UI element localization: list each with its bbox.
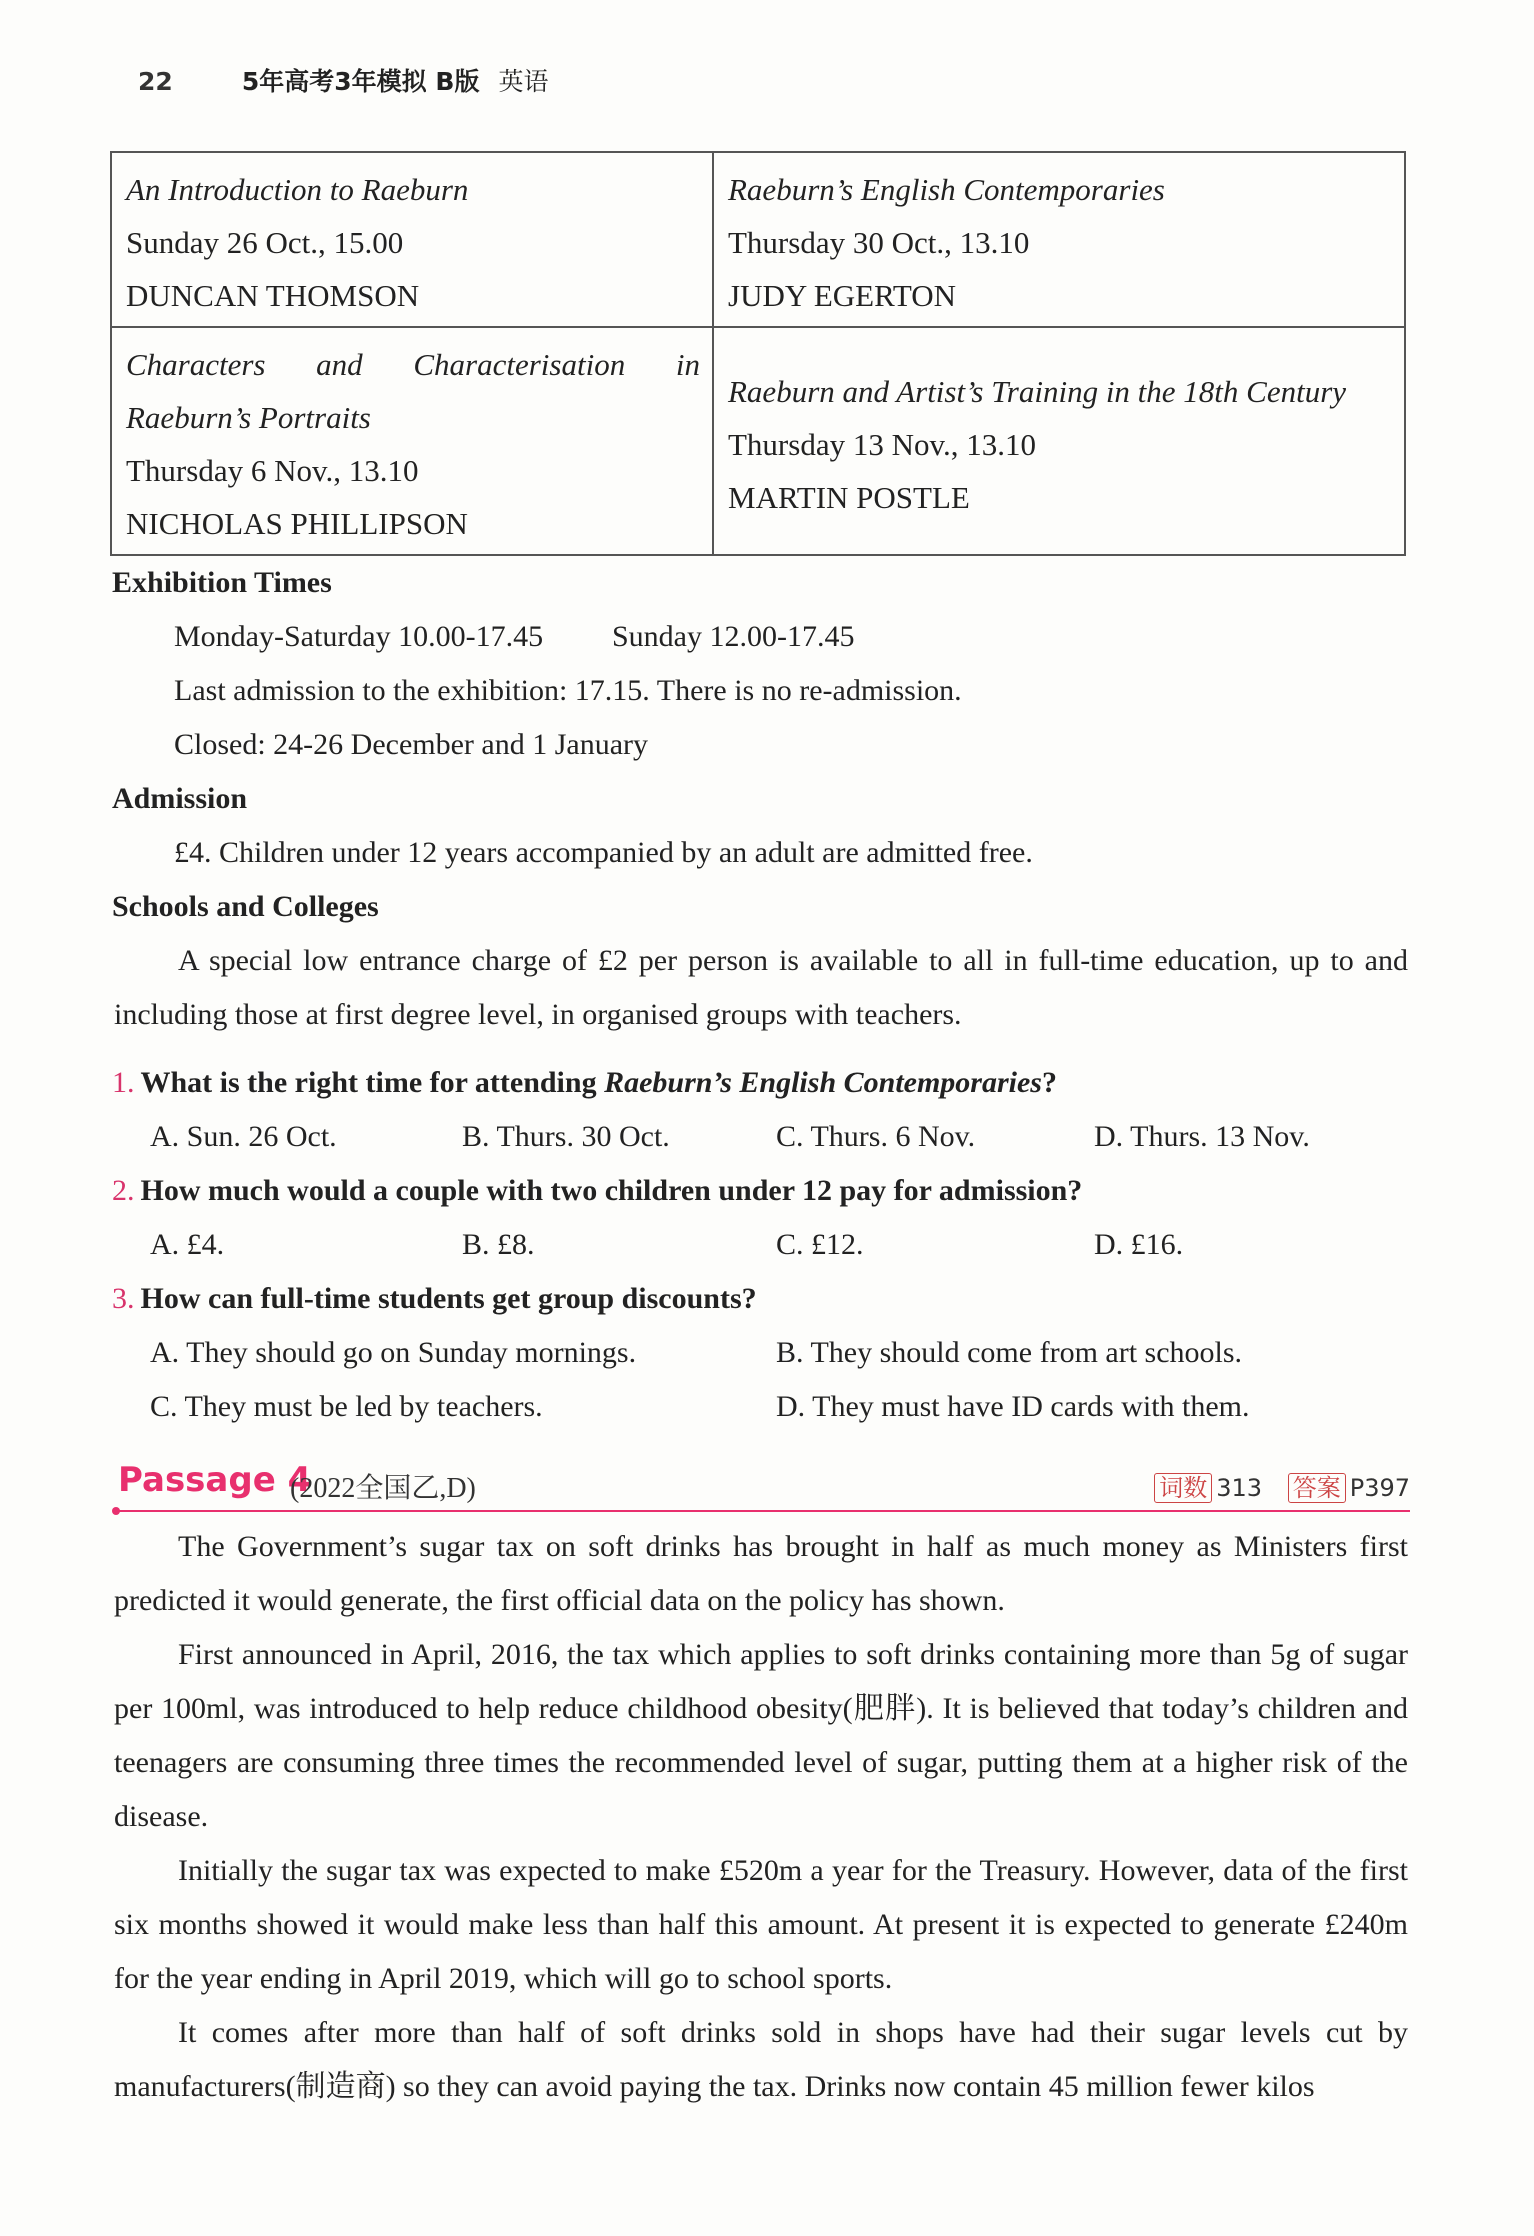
answer-page: P397 bbox=[1349, 1474, 1410, 1502]
admission-heading: Admission bbox=[112, 782, 248, 815]
option-b[interactable]: B. £8. bbox=[462, 1228, 535, 1261]
admission-text: £4. Children under 12 years accompanied by an adult are admitted free. bbox=[174, 836, 1033, 869]
lecture-table bbox=[110, 151, 1406, 556]
option-d[interactable]: D. They must have ID cards with them. bbox=[776, 1390, 1250, 1423]
passage-meta bbox=[1154, 1468, 1410, 1503]
passage-paragraph: It comes after more than half of soft drinks sold in shops have had their sugar levels cut by manufacturers(制造商) so they can avoid paying the tax. Drinks now contain 45 million fewer kilos bbox=[114, 2016, 1408, 2103]
option-c[interactable]: C. £12. bbox=[776, 1228, 864, 1261]
lecture-speaker: JUDY EGERTON bbox=[728, 278, 957, 313]
passage-paragraph: The Government’s sugar tax on soft drinks has brought in half as much money as Ministers first predicted it would generate, the first official data on the policy has shown. bbox=[114, 1530, 1408, 1617]
lecture-speaker: MARTIN POSTLE bbox=[728, 479, 970, 515]
question-1 bbox=[112, 1066, 1057, 1100]
option-b[interactable]: B. They should come from art schools. bbox=[776, 1336, 1243, 1369]
lecture-cell bbox=[713, 152, 1405, 327]
subject-label: 英语 bbox=[498, 67, 549, 96]
answer-tag: 答案 bbox=[1288, 1473, 1346, 1503]
question-text: How much would a couple with two children under 12 pay for admission? bbox=[140, 1174, 1083, 1207]
lecture-title: Raeburn’s English Contemporaries bbox=[728, 172, 1165, 207]
option-b[interactable]: B. Thurs. 30 Oct. bbox=[462, 1120, 670, 1153]
option-c[interactable]: C. Thurs. 6 Nov. bbox=[776, 1120, 976, 1153]
lecture-title: An Introduction to Raeburn bbox=[126, 172, 469, 207]
lecture-time: Thursday 13 Nov., 13.10 bbox=[728, 426, 1036, 462]
closed-dates: Closed: 24-26 December and 1 January bbox=[174, 728, 649, 761]
schools-text: A special low entrance charge of £2 per person is available to all in full-time education, up to and including those at first degree level, in organised groups with teachers. bbox=[114, 944, 1408, 1031]
passage-paragraph: First announced in April, 2016, the tax which applies to soft drinks containing more than 5g of sugar per 100ml, was introduced to help reduce childhood obesity(肥胖). It is believed that today’s children and teenagers are consuming three times the recommended level of sugar, putting them at a higher risk of the disease. bbox=[114, 1638, 1408, 1833]
passage-title: Passage 4 bbox=[118, 1460, 312, 1500]
hours-sunday: Sunday 12.00-17.45 bbox=[612, 620, 855, 653]
lecture-title: Characters and Characterisation in bbox=[126, 347, 700, 382]
passage-paragraph: Initially the sugar tax was expected to make £520m a year for the Treasury. However, data of the first six months showed it would make less than half this amount. At present it is expected to generate £240m for the year ending in April 2019, which will go to school sports. bbox=[114, 1854, 1408, 1995]
book-title: 5年高考3年模拟 B版 bbox=[241, 67, 480, 96]
option-d[interactable]: D. £16. bbox=[1094, 1228, 1184, 1261]
question-text-end: ? bbox=[1041, 1066, 1057, 1099]
question-text: How can full-time students get group discounts? bbox=[140, 1282, 757, 1315]
last-admission: Last admission to the exhibition: 17.15. There is no re-admission. bbox=[174, 674, 962, 707]
lecture-cell bbox=[111, 152, 713, 327]
passage-source: (2022全国乙,D) bbox=[290, 1473, 476, 1504]
lecture-title: Raeburn and Artist’s Training in the 18th Century bbox=[728, 373, 1347, 409]
option-a[interactable]: A. They should go on Sunday mornings. bbox=[150, 1336, 637, 1369]
exhibition-heading: Exhibition Times bbox=[112, 566, 332, 599]
option-d[interactable]: D. Thurs. 13 Nov. bbox=[1094, 1120, 1310, 1153]
question-text: What is the right time for attending bbox=[140, 1066, 605, 1099]
question-3 bbox=[112, 1282, 757, 1316]
word-count: 313 bbox=[1216, 1474, 1263, 1502]
option-a[interactable]: A. £4. bbox=[150, 1228, 225, 1261]
option-c[interactable]: C. They must be led by teachers. bbox=[150, 1390, 543, 1423]
question-number: 1. bbox=[112, 1066, 135, 1099]
schools-heading: Schools and Colleges bbox=[112, 890, 379, 923]
lecture-time: Thursday 6 Nov., 13.10 bbox=[126, 453, 419, 488]
lecture-title-cont: Raeburn’s Portraits bbox=[126, 400, 371, 435]
lecture-speaker: NICHOLAS PHILLIPSON bbox=[126, 506, 468, 541]
lecture-time: Thursday 30 Oct., 13.10 bbox=[728, 225, 1030, 260]
hours-weekday: Monday-Saturday 10.00-17.45 bbox=[174, 620, 544, 653]
question-2 bbox=[112, 1174, 1082, 1208]
divider-dot bbox=[112, 1507, 120, 1515]
question-text-italic: Raeburn’s English Contemporaries bbox=[604, 1066, 1042, 1099]
question-number: 3. bbox=[112, 1282, 135, 1315]
page-header bbox=[138, 62, 549, 98]
lecture-speaker: DUNCAN THOMSON bbox=[126, 278, 420, 313]
question-number: 2. bbox=[112, 1174, 135, 1207]
option-a[interactable]: A. Sun. 26 Oct. bbox=[150, 1120, 337, 1153]
page-number: 22 bbox=[138, 67, 173, 96]
lecture-time: Sunday 26 Oct., 15.00 bbox=[126, 225, 404, 260]
lecture-cell bbox=[111, 327, 713, 555]
passage-header bbox=[114, 1460, 1410, 1512]
passage-divider bbox=[114, 1510, 1410, 1512]
word-count-tag: 词数 bbox=[1154, 1473, 1212, 1503]
lecture-cell bbox=[713, 327, 1405, 555]
